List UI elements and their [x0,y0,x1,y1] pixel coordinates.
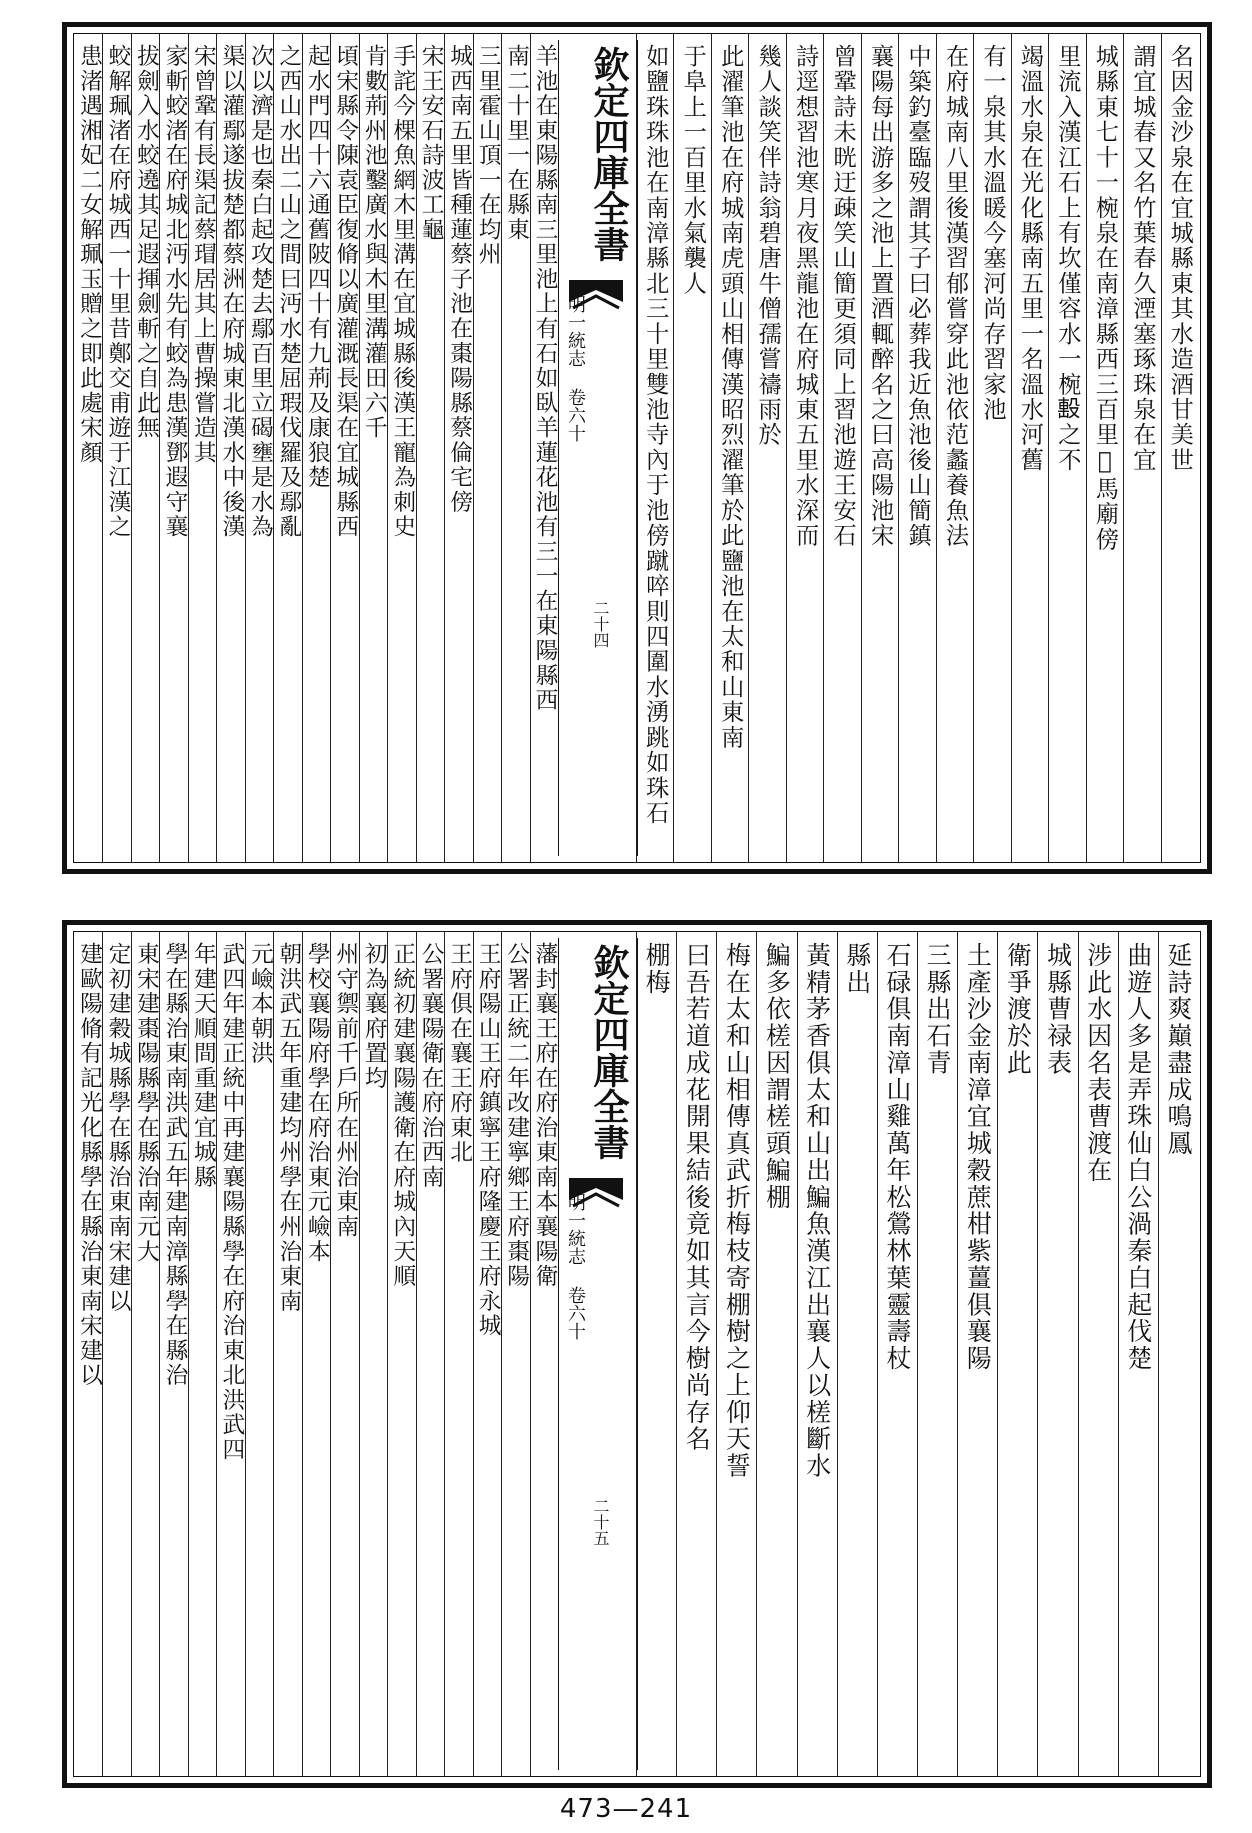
column-text: 涉此水因名表曹渡在 [1083,942,1113,1184]
page-number: 二十四 [591,600,610,648]
column-rule [877,932,878,1776]
text-column [501,938,529,1770]
column-text: 元嶮本朝洪 [246,942,273,1066]
text-column [797,938,837,1770]
text-column [1037,938,1077,1770]
text-column [861,40,898,856]
column-rule [711,34,712,862]
column-rule [797,932,798,1776]
column-rule [473,34,474,862]
column-text: 藩封襄王府在府治東南本襄陽衛 [531,942,558,1289]
column-rule [1123,34,1124,862]
column-text: 武四年建正統中再建襄陽縣學在府治東北洪武四 [218,942,245,1463]
text-column [530,40,558,856]
column-text: 宋王安石詩波工龜 [417,44,444,243]
column-rule [917,932,918,1776]
column-rule [131,34,132,862]
book-title: 欽定四庫全書 [588,46,630,262]
text-column [501,40,529,856]
center-title-column [558,938,638,1770]
column-text: 曲遊人多是弄珠仙白公渦秦白起伐楚 [1123,942,1153,1373]
column-rule [102,34,103,862]
column-text: 年建天順間重建宜城縣 [189,942,216,1190]
text-column [1118,938,1158,1770]
column-rule [673,34,674,862]
column-rule [359,932,360,1776]
column-text: 南二十里一在縣東 [503,44,530,243]
column-text: 在府城南八里後漢習郁嘗穿此池依范蠡養魚法 [941,44,969,549]
text-column [102,938,130,1770]
column-rule [748,34,749,862]
text-column [444,40,472,856]
text-column [359,938,387,1770]
column-text: 次以濟是也秦白起攻楚去鄢百里立碣壅是水為 [246,44,273,540]
column-text: 中築釣臺臨歿謂其子曰必葬我近魚池後山簡鎮 [904,44,932,549]
column-text: 竭溫水泉在光化縣南五里一名溫水河舊 [1016,44,1044,473]
column-rule [936,34,937,862]
text-column [823,40,860,856]
column-rule [786,34,787,862]
column-text: 肯數荊州池鑿廣水與木里溝灌田六千 [360,44,387,441]
column-text: 有一泉其水溫暖今塞河尚存習家池 [978,44,1006,423]
column-text: 幾人談笑伴詩翁碧唐牛僧孺嘗禱雨於 [754,44,782,448]
text-column [1123,40,1160,856]
top-page-panel [62,22,1212,874]
column-rule [530,932,531,1776]
volume-mark: 明一統志 卷六十 [565,295,586,442]
volume-mark: 明一統志 卷六十 [565,1193,586,1340]
bottom-page-frame [73,931,1201,1777]
column-text: 城縣曹禄表 [1043,942,1073,1077]
text-column [330,938,358,1770]
column-text: 蛟解珮渚在府城西一十里昔鄭交甫遊于江漢之 [104,44,131,540]
text-column [636,938,676,1770]
column-text: 襄陽每出游多之池上置酒輒醉名之曰高陽池宋 [866,44,894,549]
text-column [673,40,710,856]
column-rule [216,34,217,862]
text-column [216,938,244,1770]
column-text: 詩逕想習池寒月夜黑龍池在府城東五里水深而 [791,44,819,549]
column-text: 王府陽山王府鎮寧王府隆慶王府永城 [474,942,501,1339]
column-text: 如鹽珠珠池在南漳縣北三十里雙池寺內于池傍蹴啐則四圍水湧跳如珠石 [641,44,669,826]
center-title-column [558,40,638,856]
column-rule [359,34,360,862]
text-column [676,938,716,1770]
text-column [1011,40,1048,856]
column-rule [416,34,417,862]
column-rule [1011,34,1012,862]
column-text: 三里霍山頂一在均州 [474,44,501,267]
column-rule [131,932,132,1776]
column-rule [1037,932,1038,1776]
column-text: 曾鞏詩未晄迂疎笑山簡更須同上習池遊王安石 [829,44,857,549]
column-rule [245,932,246,1776]
text-column [273,40,301,856]
text-column [473,40,501,856]
column-rule [676,932,677,1776]
column-rule [837,932,838,1776]
column-rule [444,34,445,862]
text-column [473,938,501,1770]
column-text: 石碌俱南漳山雞萬年松鶯林葉靈壽杖 [882,942,912,1373]
column-rule [501,932,502,1776]
text-column [898,40,935,856]
text-column [416,938,444,1770]
column-text: 梅在太和山相傳真武折梅枝寄棚樹之上仰天誓 [722,942,752,1480]
column-text: 里流入漢江石上有坎僅容水一椀𣪠之不 [1053,44,1081,473]
column-rule [273,34,274,862]
column-text: 謂宜城春又名竹葉春久湮塞琢珠泉在宜 [1128,44,1156,473]
text-column [1078,938,1118,1770]
column-text: 羊池在東陽縣南三里池上有石如臥羊蓮花池有三一在東陽縣西 [531,44,558,713]
column-text: 棚梅 [642,942,672,996]
column-rule [1161,34,1162,862]
column-rule [716,932,717,1776]
column-text: 初為襄府置均 [360,942,387,1091]
column-rule [501,34,502,862]
column-rule [473,932,474,1776]
column-text: 鯿多依槎因謂槎頭鯿棚 [762,942,792,1211]
column-text: 公署正統二年改建寧鄉王府棗陽 [503,942,530,1289]
column-rule [245,34,246,862]
column-rule [330,34,331,862]
column-rule [159,34,160,862]
column-text: 于阜上一百里水氣襲人 [679,44,707,297]
column-text: 定初建穀城縣學在縣治東南宋建以 [104,942,131,1314]
text-column [444,938,472,1770]
column-rule [957,932,958,1776]
column-text: 公署襄陽衛在府治西南 [417,942,444,1190]
column-text: 黃精茅香俱太和山出鯿魚漢江出襄人以槎斷水 [802,942,832,1480]
column-text: 土產沙金南漳宜城穀蔗柑紫薑俱襄陽 [963,942,993,1373]
column-rule [273,932,274,1776]
column-rule [1158,932,1159,1776]
column-text: 頃宋縣令陳袁臣復脩以廣灌溉長渠在宜城縣西 [332,44,359,540]
text-column [245,938,273,1770]
text-column [1048,40,1085,856]
bottom-page-panel [62,920,1212,1788]
column-text: 名因金沙泉在宜城縣東其水造酒甘美世 [1166,44,1194,473]
column-text: 宋曾鞏有長渠記蔡瑁居其上曹操嘗造其 [189,44,216,466]
text-column [302,40,330,856]
text-column [957,938,997,1770]
column-rule [530,34,531,862]
column-rule [1048,34,1049,862]
column-rule [861,34,862,862]
column-text: 此濯筆池在府城南虎頭山相傳漢昭烈濯筆於此鹽池在太和山東南 [716,44,744,751]
text-column [530,938,558,1770]
column-text: 之西山水出二山之間曰沔水楚屈瑕伐羅及鄢亂 [275,44,302,540]
text-column [245,40,273,856]
column-rule [1086,34,1087,862]
column-rule [387,34,388,862]
text-column [74,938,102,1770]
text-column [917,938,957,1770]
top-page-frame [73,33,1201,863]
column-text: 朝洪武五年重建均州學在州治東南 [275,942,302,1314]
text-column [387,938,415,1770]
text-column [330,40,358,856]
text-column [416,40,444,856]
column-rule [102,932,103,1776]
column-text: 學在縣治東南洪武五年建南漳縣學在縣治 [161,942,188,1388]
column-rule [756,932,757,1776]
column-text: 城縣東七十一椀泉在南漳縣西三百里𢧐馬廟傍 [1091,44,1119,553]
column-rule [973,34,974,862]
text-column [756,938,796,1770]
column-rule [188,34,189,862]
text-column [159,40,187,856]
column-rule [1118,932,1119,1776]
text-column [786,40,823,856]
text-column [188,938,216,1770]
column-rule [997,932,998,1776]
text-column [387,40,415,856]
text-column [636,40,673,856]
text-column [1161,40,1198,856]
column-text: 起水門四十六通舊陂四十有九荊及康狼楚 [303,44,330,490]
column-rule [416,932,417,1776]
column-rule [188,932,189,1776]
column-rule [302,34,303,862]
text-column [131,40,159,856]
text-column [359,40,387,856]
text-column [973,40,1010,856]
text-column [159,938,187,1770]
column-text: 學校襄陽府學在府治東元嶮本 [303,942,330,1265]
column-rule [216,932,217,1776]
text-column [997,938,1037,1770]
column-rule [330,932,331,1776]
text-column [74,40,102,856]
column-text: 建歐陽脩有記光化縣學在縣治東南宋建以 [76,942,103,1388]
column-text: 縣出 [842,942,872,996]
text-column [302,938,330,1770]
column-text: 正統初建襄陽護衛在府城內天順 [389,942,416,1289]
text-column [1158,938,1198,1770]
column-text: 衛爭渡於此 [1003,942,1033,1077]
column-text: 拔劍入水蛟遶其足遐揮劍斬之自此無 [132,44,159,441]
column-rule [302,932,303,1776]
text-column [102,40,130,856]
column-rule [444,932,445,1776]
column-text: 患渚遇湘妃二女解珮玉贈之即此處宋顏 [76,44,103,466]
column-rule [1078,932,1079,1776]
text-column [877,938,917,1770]
book-title: 欽定四庫全書 [588,944,630,1160]
column-rule [387,932,388,1776]
column-text: 城西南五里皆種蓮蔡子池在棗陽縣蔡倫宅傍 [446,44,473,515]
text-column [837,938,877,1770]
text-column [1086,40,1123,856]
column-text: 家斬蛟渚在府城北沔水先有蛟為患漢鄧遐守襄 [161,44,188,540]
text-column [188,40,216,856]
text-column [216,40,244,856]
text-column [748,40,785,856]
page-number: 二十五 [591,1498,610,1546]
text-column [273,938,301,1770]
column-rule [898,34,899,862]
text-column [936,40,973,856]
column-text: 延詩爽巔盡成鳴鳳 [1163,942,1193,1158]
column-text: 曰吾若道成花開果結後竟如其言今樹尚存名 [682,942,712,1453]
column-text: 王府俱在襄王府東北 [446,942,473,1165]
column-text: 州守禦前千戶所在州治東南 [332,942,359,1240]
column-rule [823,34,824,862]
column-rule [159,932,160,1776]
column-text: 三縣出石青 [923,942,953,1077]
column-text: 手詫今棵魚網木里溝在宜城縣後漢王寵為刺史 [389,44,416,540]
column-text: 渠以灌鄢遂拔楚都蔡洲在府城東北漢水中後漢 [218,44,245,540]
column-text: 東宋建棗陽縣學在縣治南元大 [132,942,159,1265]
text-column [711,40,748,856]
text-column [131,938,159,1770]
text-column [716,938,756,1770]
page-footer: 473—241 [559,1794,693,1824]
